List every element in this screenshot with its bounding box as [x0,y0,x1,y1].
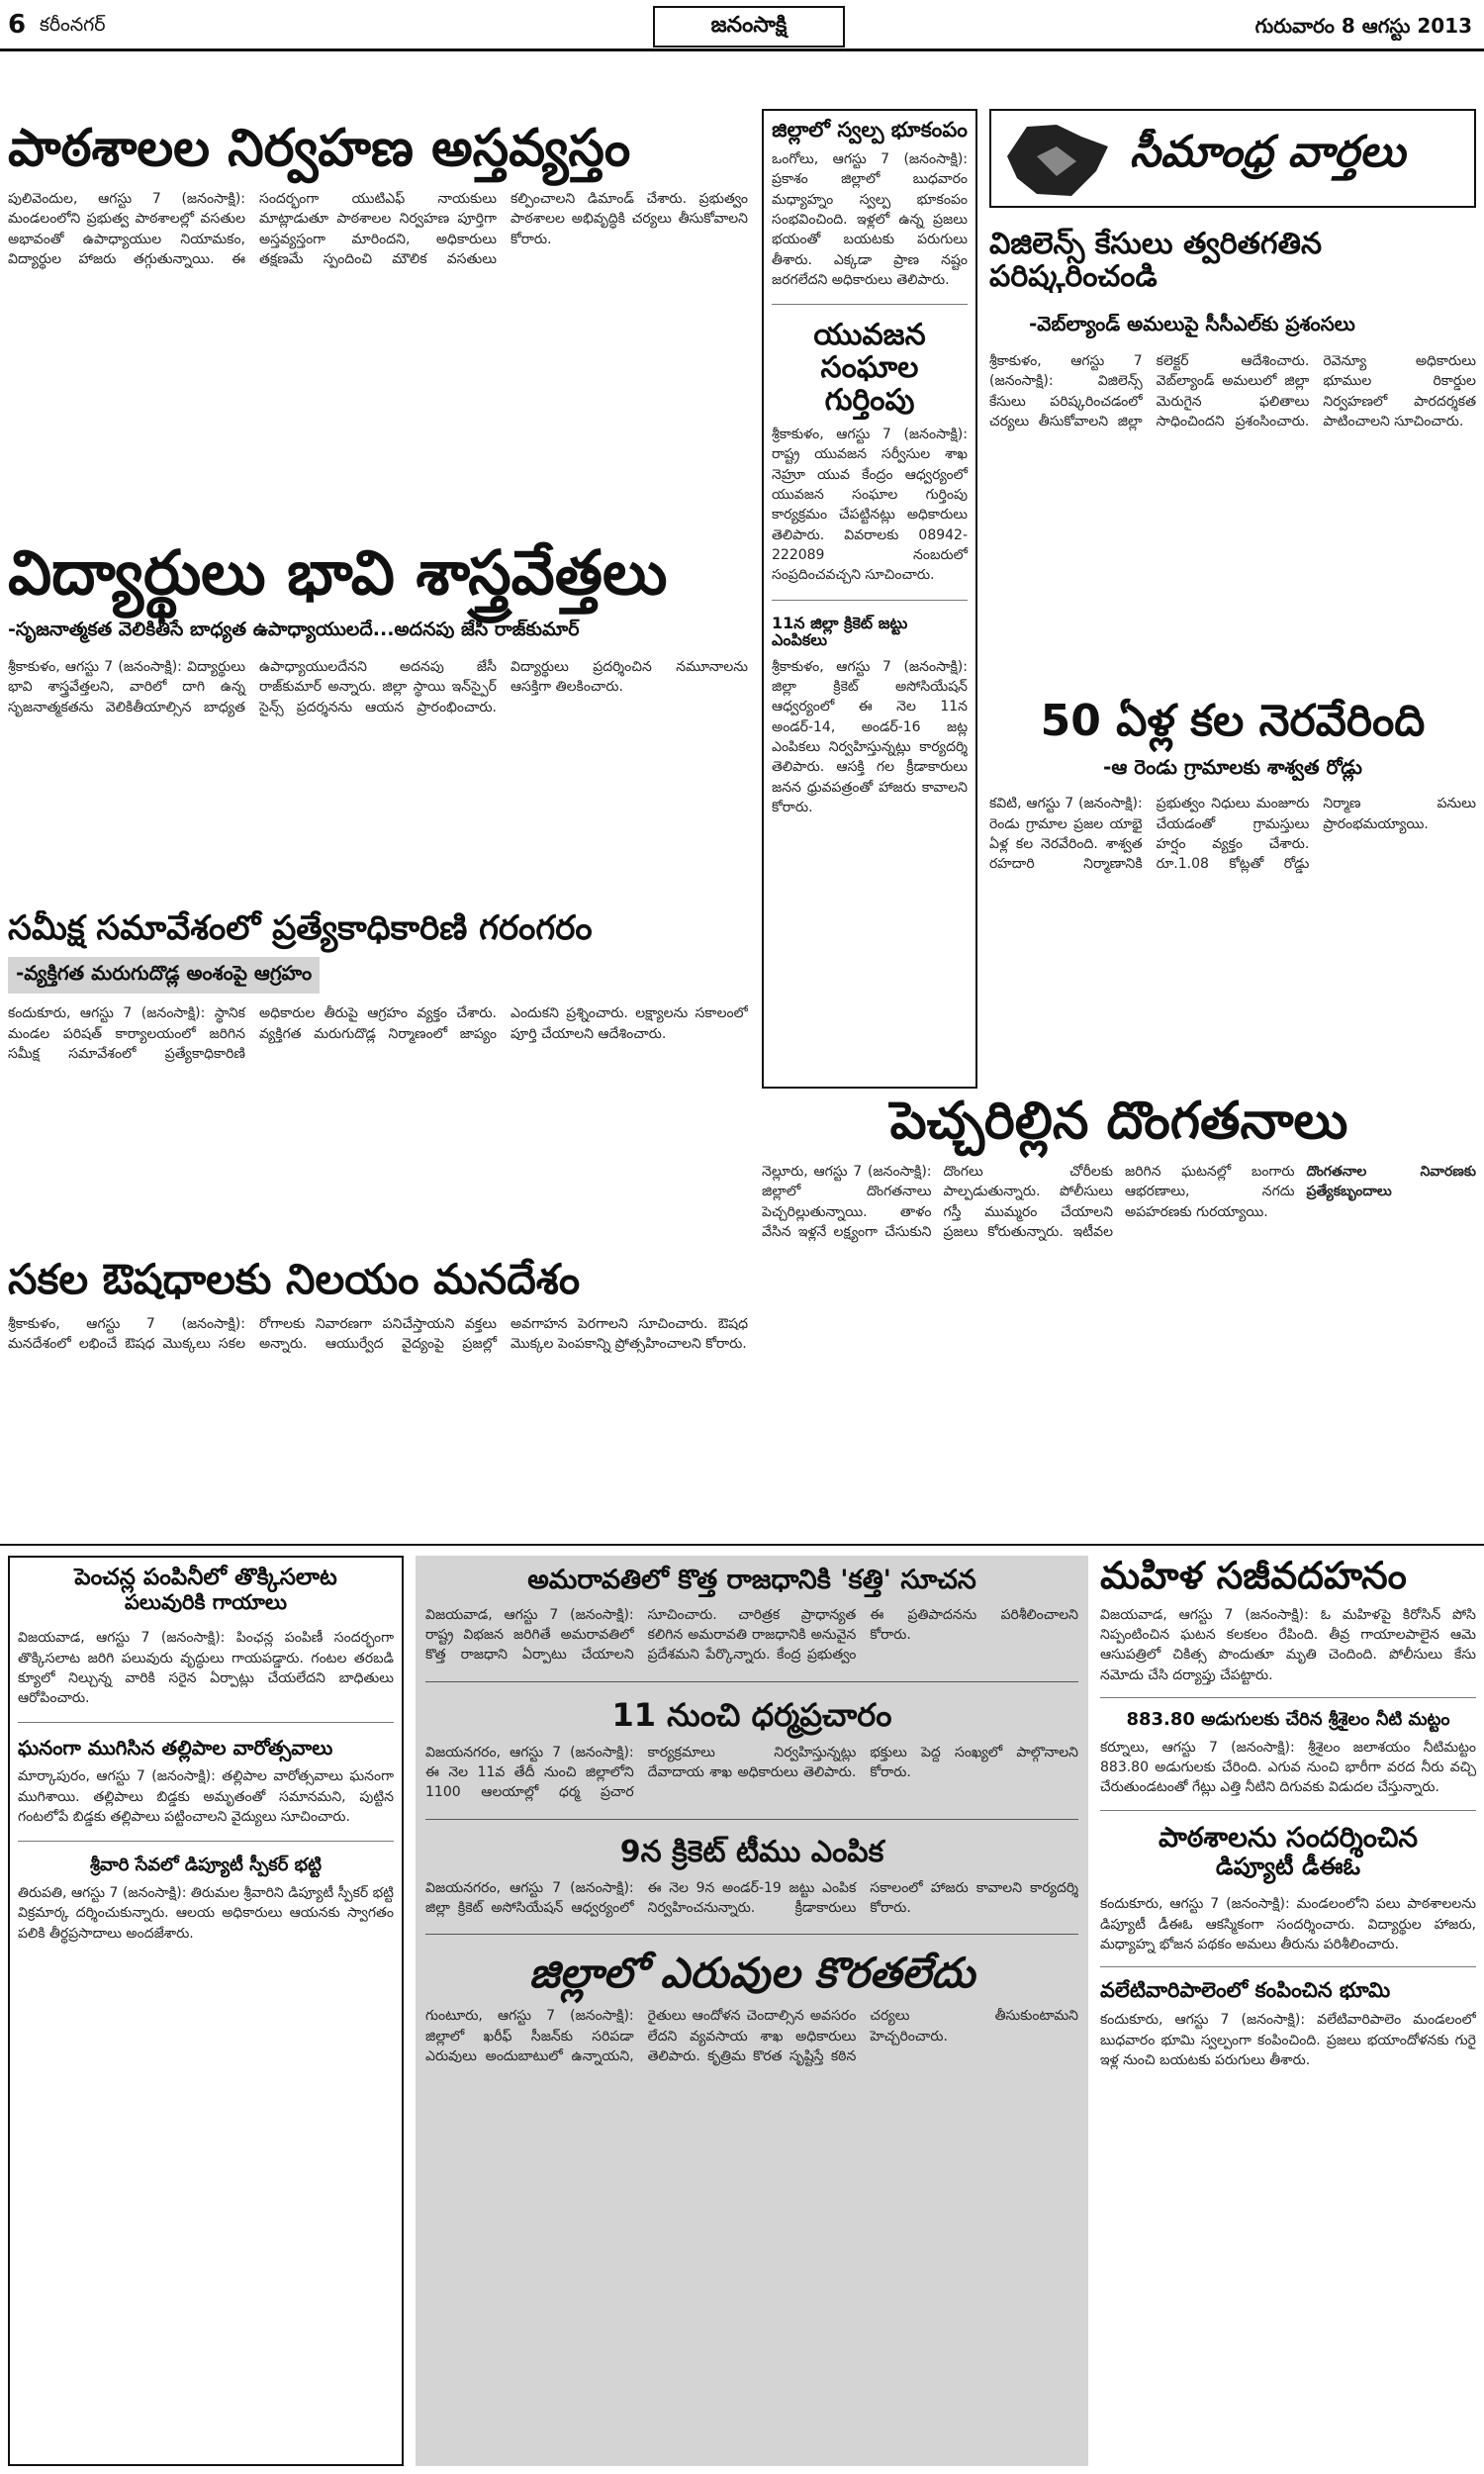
seemandhra-banner [989,109,1476,208]
article-body: కందుకూరు, ఆగస్టు 7 (జనంసాక్షి): వలేటివారిపాలెం మండలంలో బుధవారం భూమి స్వల్పంగా కంపించింది. ప్రజలు భయాందోళనకు గురై ఇళ్ల నుంచి బయటకు పరుగులు తీశారు. [1100,2012,1476,2069]
headline: 11న జిల్లా క్రికెట్ జట్టు ఎంపికలు [772,613,908,650]
middle-column-box [762,109,977,1089]
article-body: పులివెందుల, ఆగస్టు 7 (జనంసాక్షి): మండలంలోని ప్రభుత్వ పాఠశాలల్లో వసతుల అభావంతో ఉపాధ్యాయుల నియామకం, విద్యార్థుల హాజరు తగ్గుతున్నాయి. ఈ సందర్భంగా యుటిఎఫ్ నాయకులు మాట్లాడుతూ పాఠశాలల నిర్వహణ పూర్తిగా అస్తవ్యస్తంగా మారిందని, అధికారులు తక్షణమే స్పందించి మౌలిక వసతులు కల్పించాలని డిమాండ్ చేశారు. ప్రభుత్వం పాఠశాలల అభివృద్ధికి చర్యలు తీసుకోవాలని కోరారు. [8,191,748,268]
article-body [762,1162,1476,1242]
article-cricket9 [425,1836,1078,1919]
divider [18,1841,394,1842]
article-body: శ్రీకాకుళం, ఆగస్టు 7 (జనంసాక్షి): జిల్లా క్రికెట్ అసోసియేషన్ ఆధ్వర్యంలో ఈ నెల 11న అండర్-14, అండర్-16 జట్ల ఎంపికలు నిర్వహిస్తున్నట్లు కార్యదర్శి తెలిపారు. ఆసక్తి గల క్రీడాకారులు జనన ధ్రువపత్రంతో హాజరు కావాలని కోరారు. [772,658,968,815]
bottom-right-column [1100,1556,1476,2466]
article-body: గుంటూరు, ఆగస్టు 7 (జనంసాక్షి): జిల్లాలో ఖరీఫ్ సీజన్‌కు సరిపడా ఎరువులు అందుబాటులో ఉన్నాయని, రైతులు ఆందోళన చెందాల్సిన అవసరం లేదని వ్యవసాయ శాఖ అధికారులు తెలిపారు. కృత్రిమ కొరత సృష్టిస్తే కఠిన చర్యలు తీసుకుంటామని హెచ్చరించారు. [425,2008,1078,2065]
page-number: 6 [8,10,27,40]
headline: 883.80 అడుగులకు చేరిన శ్రీశైలం నీటి మట్టం [1126,1708,1450,1730]
article-thieves [762,1094,1476,1529]
state-map-icon [997,117,1116,204]
article-thallipala [18,1737,394,1827]
divider [1100,1697,1476,1698]
article-cricket11 [772,615,968,818]
article-body: శ్రీకాకుళం, ఆగస్టు 7 (జనంసాక్షి): విజిలెన్స్ కేసులు పరిష్కరించడంలో చర్యలు తీసుకోవాలని జిల్లా కలెక్టర్ ఆదేశించారు. వెబ్‌ల్యాండ్ అమలులో జిల్లా మెరుగైన ఫలితాలు సాధించిందని ప్రశంసించారు. రెవెన్యూ అధికారులు భూముల రికార్డుల నిర్వహణలో పారదర్శకత పాటించాలని సూచించారు. [989,353,1476,429]
divider [1100,1966,1476,1967]
article-body: విజయనగరం, ఆగస్టు 7 (జనంసాక్షి): జిల్లా క్రికెట్ అసోసియేషన్ ఆధ్వర్యంలో ఈ నెల 9న అండర్-19 జట్టు ఎంపిక నిర్వహించనున్నారు. క్రీడాకారులు సకాలంలో హాజరు కావాలని కార్యదర్శి కోరారు. [425,1879,1078,1916]
divider [425,1681,1078,1682]
article-review [8,910,748,1247]
subheadline: -వెబ్‌ల్యాండ్ అమలుపై సీసీఎల్‌కు ప్రశంసలు [1029,312,1355,335]
masthead [0,0,1484,51]
section-divider [0,1544,1484,1546]
subheadline: -సృజనాత్మకత వెలికితీసే బాధ్యత ఉపాధ్యాయులదే...అదనపు జేసీ రాజ్‌కుమార్ [8,618,580,641]
subheadline: పలువురికి గాయాలు [124,1590,287,1615]
article-medicine [8,1257,748,1534]
article-text: నెల్లూరు, ఆగస్టు 7 (జనంసాక్షి): జిల్లాలో దొంగతనాలు పెచ్చరిల్లుతున్నాయి. తాళం వేసిన ఇళ్లనే లక్ష్యంగా చేసుకుని దొంగలు చోరీలకు పాల్పడుతున్నారు. పోలీసులు గస్తీ ముమ్మరం చేయాలని ప్రజలు కోరుతున్నారు. ఇటీవల జరిగిన ఘటనల్లో బంగారు ఆభరణాలు, నగదు అపహరణకు గురయ్యాయి. [762,1164,1295,1241]
article-seemandhra [989,109,1476,683]
article-youth [772,319,968,585]
headline: యువజన సంఘాల గుర్తింపు [813,318,926,419]
article-body: మార్కాపురం, ఆగస్టు 7 (జనంసాక్షి): తల్లిపాల వారోత్సవాలు ఘనంగా ముగిశాయి. తల్లిపాలు బిడ్డకు అమృతంతో సమానమని, పుట్టిన గంటలోపే బిడ్డకు తల్లిపాలు పట్టించాలని వైద్యులు సూచించారు. [18,1768,394,1826]
article-body: విజయవాడ, ఆగస్టు 7 (జనంసాక్షి): పింఛన్ల పంపిణీ సందర్భంగా తొక్కిసలాట జరిగి పలువురు వృద్ధులు గాయపడ్డారు. గంటల తరబడి క్యూలో నిల్చున్న వారికి సరైన ఏర్పాట్లు చేయలేదని బాధితులు ఆరోపించారు. [18,1630,394,1707]
divider [772,304,968,305]
headline: పాఠశాలను సందర్శించిన [1158,1820,1419,1854]
divider [425,1934,1078,1935]
article-body: శ్రీకాకుళం, ఆగస్టు 7 (జనంసాక్షి): మనదేశంలో లభించే ఔషధ మొక్కలు సకల రోగాలకు నివారణగా పనిచేస్తాయని వక్తలు అన్నారు. ఆయుర్వేద వైద్యంపై ప్రజల్లో అవగాహన పెరగాలని సూచించారు. ఔషధ మొక్కల పెంపకాన్ని ప్రోత్సహించాలని కోరారు. [8,1316,748,1353]
article-body: తిరుపతి, ఆగస్టు 7 (జనంసాక్షి): తిరుమల శ్రీవారిని డిప్యూటీ స్పీకర్ భట్టి విక్రమార్క దర్శించుకున్నారు. ఆలయ అధికారులు ఆయనకు స్వాగతం పలికి తీర్థప్రసాదాలు అందజేశారు. [18,1885,394,1942]
subheadline: డిప్యూటీ డీఈఓ [1215,1853,1361,1881]
bottom-left-box [8,1556,404,2466]
headline: ఘనంగా ముగిసిన తల్లిపాల వారోత్సవాలు [18,1736,333,1760]
article-amaravati [425,1566,1078,1665]
banner-title: సీమాంధ్ర వార్తలు [1130,129,1406,177]
headline: విద్యార్థులు భావి శాస్త్రవేత్తలు [8,539,668,609]
headline: పెచ్చరిల్లిన దొంగతనాలు [889,1094,1348,1151]
headline: పాఠశాలల నిర్వహణ అస్తవ్యస్తం [8,121,631,178]
article-srisailam [1100,1710,1476,1798]
article-body: కందుకూరు, ఆగస్టు 7 (జనంసాక్షి): మండలంలోని పలు పాఠశాలలను డిప్యూటీ డీఈఓ ఆకస్మికంగా సందర్శించారు. విద్యార్థుల హాజరు, మధ్యాహ్న భోజన పథకం అమలు తీరును పరిశీలించారు. [1100,1896,1476,1953]
headline: సమీక్ష సమావేశంలో ప్రత్యేకాధికారిణి గరంగరం [8,910,593,948]
divider [772,600,968,601]
article-schools [8,121,748,517]
subheadline: -వ్యక్తిగత మరుగుదొడ్ల అంశంపై ఆగ్రహం [8,957,320,994]
article-body: విజయనగరం, ఆగస్టు 7 (జనంసాక్షి): ఈ నెల 11వ తేదీ నుంచి జిల్లాలోని 1100 ఆలయాల్లో ధర్మ ప్రచార కార్యక్రమాలు నిర్వహిస్తున్నట్లు దేవాదాయ శాఖ అధికారులు తెలిపారు. భక్తులు పెద్ద సంఖ్యలో పాల్గొనాలని కోరారు. [425,1744,1078,1801]
section-name: కరీంనగర్ [40,14,106,36]
article-deo [1100,1820,1476,1955]
article-fifty-years [989,698,1476,1084]
divider [425,1819,1078,1820]
headline: వలేటివారిపాలెంలో కంపించిన భూమి [1100,1978,1391,2003]
article-tremor [1100,1979,1476,2070]
headline: 9న క్రికెట్ టీము ఎంపిక [619,1834,884,1869]
article-body: ఒంగోలు, ఆగస్టు 7 (జనంసాక్షి): ప్రకాశం జిల్లాలో బుధవారం మధ్యాహ్నం స్వల్ప భూకంపం సంభవించింది. ఇళ్లలో ఉన్న ప్రజలు భయంతో బయటకు పరుగులు తీశారు. ఎక్కడా ప్రాణ నష్టం జరగలేదని అధికారులు తెలిపారు. [772,151,968,288]
headline: జిల్లాలో ఎరువుల కొరతలేదు [528,1949,975,1998]
article-burning [1100,1556,1476,1685]
headline: సకల ఔషధాలకు నిలయం మనదేశం [8,1257,581,1303]
article-body: శ్రీకాకుళం, ఆగస్టు 7 (జనంసాక్షి): రాష్ట్ర యువజన సర్వీసుల శాఖ నెహ్రూ యువ కేంద్రం ఆధ్వర్యంలో యువజన సంఘాల గుర్తింపు కార్యక్రమం చేపట్టినట్లు అధికారులు తెలిపారు. వివరాలకు 08942-222089 నంబరులో సంప్రదించవచ్చని సూచించారు. [772,427,968,584]
article-body: శ్రీకాకుళం, ఆగస్టు 7 (జనంసాక్షి): విద్యార్థులు భావి శాస్త్రవేత్తలని, వారిలో దాగి ఉన్న సృజనాత్మకతను వెలికితీయాల్సిన బాధ్యత ఉపాధ్యాయులదేనని అదనపు జేసీ రాజ్‌కుమార్ అన్నారు. జిల్లా స్థాయి ఇన్‌స్పైర్ సైన్స్ ప్రదర్శనను ఆయన ప్రారంభించారు. విద్యార్థులు ప్రదర్శించిన నమూనాలను ఆసక్తిగా తిలకించారు. [8,659,748,715]
paper-logo: జనంసాక్షి [653,6,845,48]
headline: 50 ఏళ్ల కల నెరవేరింది [1040,698,1426,746]
article-body: కందుకూరు, ఆగస్టు 7 (జనంసాక్షి): స్థానిక మండల పరిషత్ కార్యాలయంలో జరిగిన సమీక్ష సమావేశంలో ప్రత్యేకాధికారిణి అధికారుల తీరుపై ఆగ్రహం వ్యక్తం చేశారు. వ్యక్తిగత మరుగుదొడ్ల నిర్మాణంలో జాప్యం ఎందుకని ప్రశ్నించారు. లక్ష్యాలను సకాలంలో పూర్తి చేయాలని ఆదేశించారు. [8,1005,748,1062]
article-dharma [425,1695,1078,1803]
divider [18,1722,394,1723]
headline: విజిలెన్స్ కేసులు త్వరితగతిన పరిష్కరించండి [989,228,1323,293]
article-students [8,539,748,896]
article-fertilizer [425,1951,1078,2066]
headline: పెంచన్ల పంపినీలో తొక్కిసలాట [74,1565,337,1590]
article-body: విజయవాడ, ఆగస్టు 7 (జనంసాక్షి): రాష్ట్ర విభజన జరిగితే అమరావతిలో కొత్త రాజధాని ఏర్పాటు చేయాలని సూచించారు. చారిత్రక ప్రాధాన్యత కలిగిన అమరావతి రాజధానికి అనువైన ప్రదేశమని పేర్కొన్నారు. కేంద్ర ప్రభుత్వం ఈ ప్రతిపాదనను పరిశీలించాలని కోరారు. [425,1606,1078,1664]
issue-date: గురువారం 8 ఆగస్టు 2013 [1254,14,1472,38]
bottom-center-box [416,1556,1088,2466]
headline: 11 నుంచి ధర్మప్రచారం [611,1695,892,1734]
article-body: కర్నూలు, ఆగస్టు 7 (జనంసాక్షి): శ్రీశైలం జలాశయం నీటిమట్టం 883.80 అడుగులకు చేరింది. ఎగువ నుంచి భారీగా వరద నీరు వచ్చి చేరుతుండటంతో గేట్లు ఎత్తి నీటిని దిగువకు విడుదల చేస్తున్నారు. [1100,1739,1476,1796]
inline-heading: దొంగతనాల నివారణకు ప్రత్యేకబృందాలు [1306,1164,1476,1200]
article-body: కవిటి, ఆగస్టు 7 (జనంసాక్షి): రెండు గ్రామాల ప్రజల యాభై ఏళ్ల కల నెరవేరింది. శాశ్వత రహదారి నిర్మాణానికి ప్రభుత్వం నిధులు మంజూరు చేయడంతో గ్రామస్తులు హర్షం వ్యక్తం చేశారు. రూ.1.08 కోట్లతో రోడ్డు నిర్మాణ పనులు ప్రారంభమయ్యాయి. [989,796,1476,873]
article-fireworks [18,1566,394,1708]
article-srivari [18,1856,394,1944]
headline: అమరావతిలో కొత్త రాజధానికి 'కత్తి' సూచన [527,1565,976,1595]
headline: జిల్లాలో స్వల్ప భూకంపం [772,118,968,142]
headline: మహిళ సజీవదహనం [1100,1556,1407,1597]
article-earthquake [772,119,968,290]
subheadline: -ఆ రెండు గ్రామాలకు శాశ్వత రోడ్లు [1103,755,1362,780]
article-body: విజయవాడ, ఆగస్టు 7 (జనంసాక్షి): ఓ మహిళపై కిరోసిన్ పోసి నిప్పంటించిన ఘటన కలకలం రేపింది. తీవ్ర గాయాలపాలైన ఆమె ఆసుపత్రిలో చికిత్స పొందుతూ మృతి చెందింది. పోలీసులు కేసు నమోదు చేసి దర్యాప్తు చేపట్టారు. [1100,1606,1476,1683]
divider [1100,1810,1476,1811]
headline: శ్రీవారి సేవలో డిప్యూటీ స్పీకర్ భట్టి [89,1855,323,1876]
